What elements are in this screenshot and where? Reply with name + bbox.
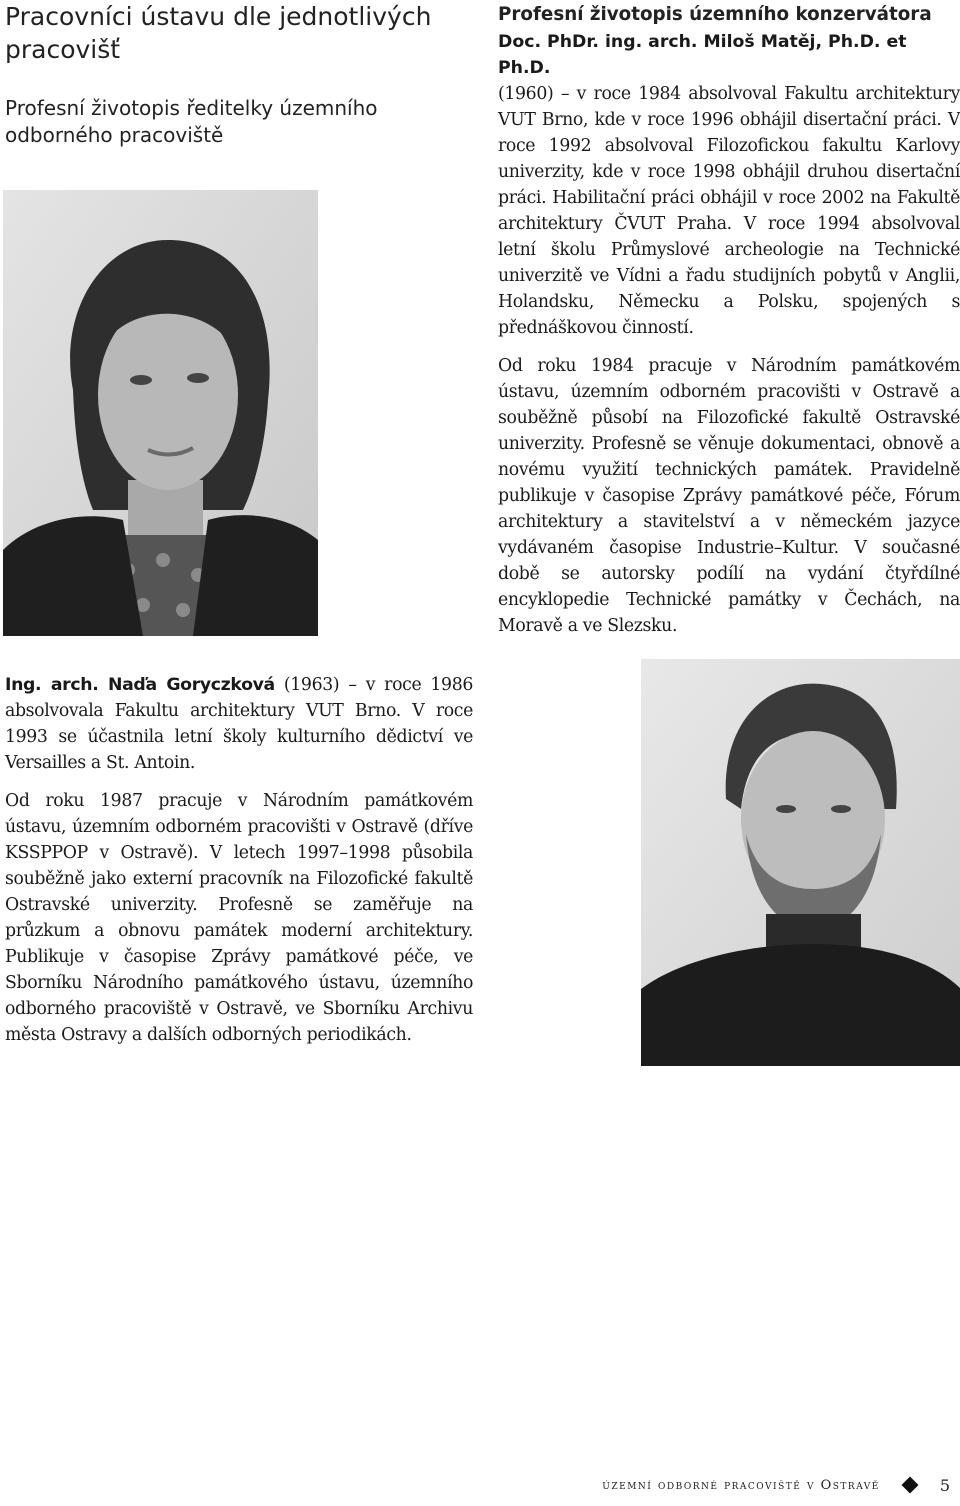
conservator-bio-heading: Profesní životopis územního konzervátora: [498, 4, 932, 25]
portrait-photo-conservator: [641, 659, 960, 1066]
diamond-icon: [901, 1477, 918, 1494]
director-bio-paragraph-1-text: (1963) – v roce 1986 absolvovala Fakultu architektury VUT Brno. V roce 1993 se účastnila letní školy kulturního dědictví ve Versailles a St. Antoin.: [5, 675, 473, 773]
conservator-bio-paragraph-1: (1960) – v roce 1984 absolvoval Fakultu architektury VUT Brno, kde v roce 1996 obhájil disertační práci. V roce 1992 absolvoval Filozofickou fakultu Karlovy univerzity, kde v roce 1998 obhájil druhou disertační práci. Habilitační práci obhájil v roce 2002 na Fakultě architektury ČVUT Praha. V roce 1994 absolvoval letní školu Průmyslové archeologie na Technické univerzitě ve Vídni a řadu studijních pobytů v Anglii, Holandsku, Německu a Polsku, spojených s přednáškovou činností.: [498, 84, 960, 338]
section-subtitle: Profesní životopis ředitelky územního odborného pracoviště: [5, 96, 378, 147]
page-footer: [602, 1470, 950, 1500]
portrait-photo-director: [3, 190, 318, 636]
conservator-bio-paragraph-2: Od roku 1984 pracuje v Národním památkovém ústavu, územním odborném pracovišti v Ostravě a souběžně působí na Filozofické fakultě Ostravské univerzity. Profesně se věnuje dokumentaci, obnově a novému využití technických památek. Pravidelně publikuje v časopise Zprávy památkové péče, Fórum architektury a stavitelství a v německém jazyce vydávaném časopise Industrie–Kultur. V současné době se autorsky podílí na vydání čtyřdílné encyklopedie Technické památky v Čechách, na Moravě a ve Slezsku.: [498, 356, 960, 636]
page-title: Pracovníci ústavu dle jednotlivých pracovišť: [5, 2, 432, 64]
conservator-biography: [498, 2, 960, 651]
running-title: územní odborné pracoviště v Ostravě: [602, 1477, 880, 1493]
director-name: Ing. arch. Naďa Goryczková: [5, 675, 275, 695]
conservator-name: Doc. PhDr. ing. arch. Miloš Matěj, Ph.D. et Ph.D.: [498, 32, 907, 78]
director-biography: [5, 672, 473, 1060]
director-bio-paragraph-1: [5, 672, 473, 776]
director-bio-paragraph-2: Od roku 1987 pracuje v Národním památkovém ústavu, územním odborném pracovišti v Ostravě (dříve KSSPPOP v Ostravě). V letech 1997–1998 působila souběžně jako externí pracovník na Filozofické fakultě Ostravské univerzity. Profesně se zaměřuje na průzkum a obnovu památek moderní architektury. Publikuje v časopise Zprávy památkové péče, ve Sborníku Národního památkového ústavu, územního odborného pracoviště v Ostravě, ve Sborníku Archivu města Ostravy a dalších odborných periodikách.: [5, 791, 473, 1045]
page-number: 5: [939, 1475, 950, 1495]
